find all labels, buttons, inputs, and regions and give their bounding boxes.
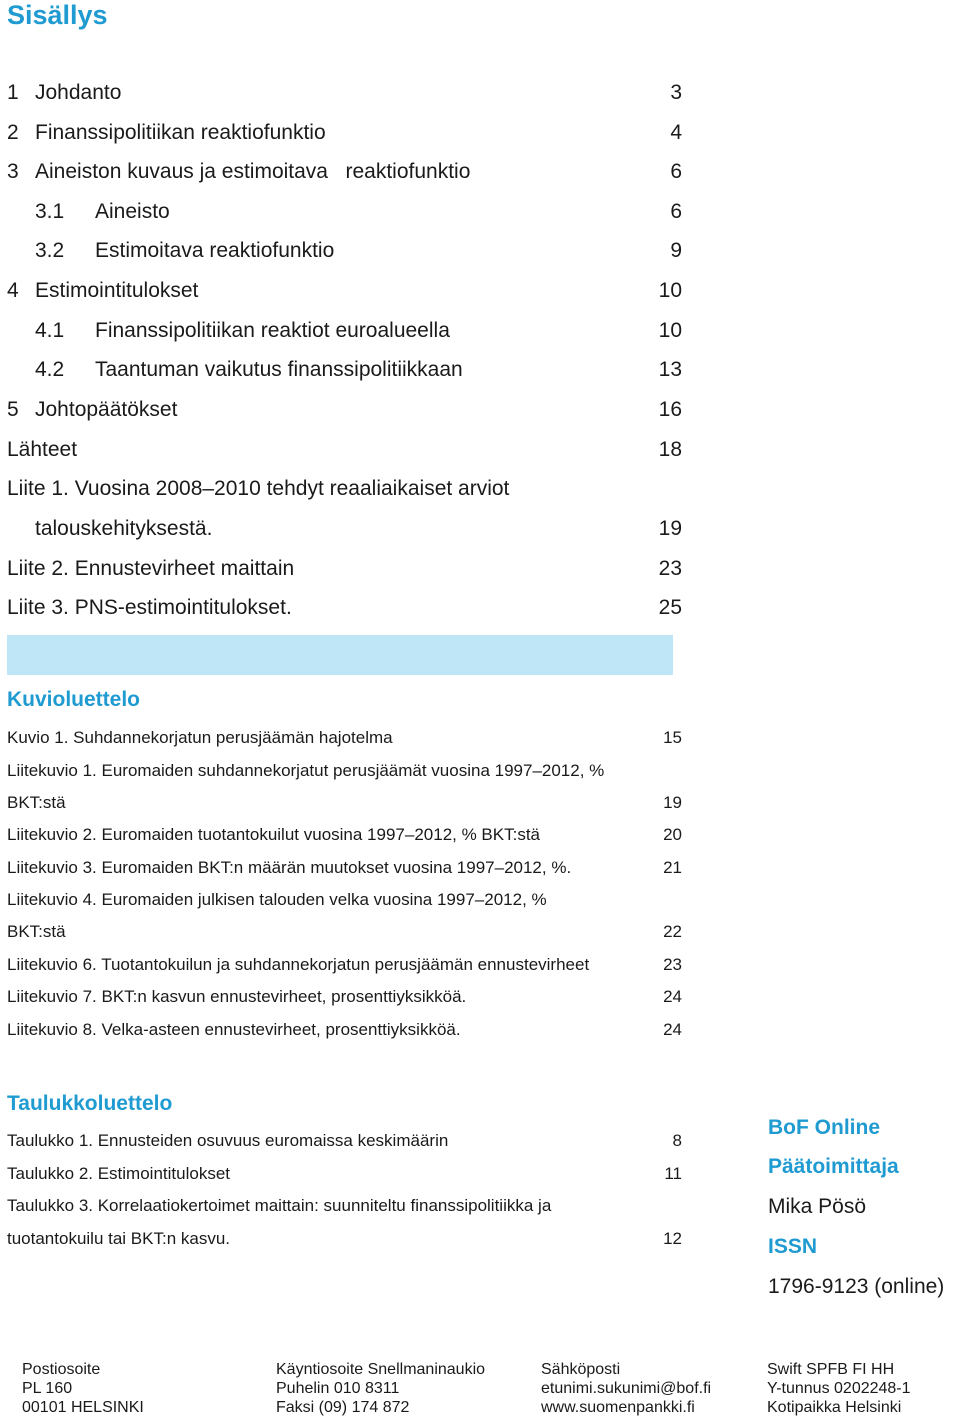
- figure-page: 15: [663, 728, 682, 747]
- toc-row[interactable]: [7, 355, 682, 385]
- toc-row[interactable]: [7, 593, 682, 623]
- toc-label: Liite 3. PNS-estimointitulokset.: [7, 596, 292, 619]
- figure-label: Liitekuvio 7. BKT:n kasvun ennustevirheet, prosenttiyksikköä.: [7, 987, 467, 1006]
- toc-label: Finanssipolitiikan reaktiofunktio: [35, 121, 326, 144]
- editor-name: Mika Pösö: [768, 1195, 867, 1218]
- toc-number: 5: [7, 398, 19, 421]
- figure-page: 24: [663, 987, 682, 1006]
- footer-company: [767, 1360, 911, 1417]
- footer-line: Sähköposti: [541, 1361, 621, 1378]
- toc-page: 4: [670, 121, 682, 144]
- figure-label: Liitekuvio 4. Euromaiden julkisen talouden velka vuosina 1997–2012, %: [7, 890, 547, 909]
- highlight-band: [7, 635, 673, 675]
- toc-label: Estimoitava reaktiofunktio: [95, 239, 335, 262]
- table-label: Taulukko 3. Korrelaatiokertoimet maittain: suunniteltu finanssipolitiikka ja: [7, 1196, 552, 1215]
- toc-label: Liite 2. Ennustevirheet maittain: [7, 557, 295, 580]
- footer-line: PL 160: [22, 1380, 73, 1397]
- toc-row[interactable]: [7, 316, 682, 346]
- footer-line: Swift SPFB FI HH: [767, 1361, 895, 1378]
- figure-label: Liitekuvio 3. Euromaiden BKT:n määrän muutokset vuosina 1997–2012, %.: [7, 858, 572, 877]
- toc-label: Estimointitulokset: [35, 279, 199, 302]
- footer-line: Kotipaikka Helsinki: [767, 1399, 902, 1416]
- footer-postal: [22, 1360, 144, 1417]
- toc-page: 3: [670, 81, 682, 104]
- table-page: 8: [672, 1131, 682, 1150]
- figure-page: 23: [663, 955, 682, 974]
- toc-label: Taantuman vaikutus finanssipolitiikkaan: [95, 358, 463, 381]
- toc-number: 4: [7, 279, 19, 302]
- list-item[interactable]: [7, 952, 682, 978]
- table-label: Taulukko 1. Ennusteiden osuvuus euromaissa keskimäärin: [7, 1131, 449, 1150]
- figure-label: Liitekuvio 2. Euromaiden tuotantokuilut vuosina 1997–2012, % BKT:stä: [7, 825, 541, 844]
- figure-label: Kuvio 1. Suhdannekorjatun perusjäämän hajotelma: [7, 728, 393, 747]
- toc-page: 9: [670, 239, 682, 262]
- toc-row[interactable]: [7, 514, 682, 544]
- list-item[interactable]: [7, 790, 682, 816]
- toc-row[interactable]: [7, 118, 682, 148]
- toc-page: 23: [658, 557, 682, 580]
- toc-row[interactable]: [7, 197, 682, 227]
- figure-page: 20: [663, 825, 682, 844]
- footer-email-link[interactable]: etunimi.sukunimi@bof.fi: [541, 1380, 712, 1397]
- figure-page: 21: [663, 858, 682, 877]
- toc-label: Johdanto: [35, 81, 122, 104]
- toc-row[interactable]: [7, 276, 682, 306]
- footer-visit: [276, 1360, 485, 1417]
- footer-line: Postiosoite: [22, 1361, 101, 1378]
- toc-number: 3.2: [35, 239, 65, 262]
- toc-row[interactable]: [7, 78, 682, 108]
- list-item[interactable]: [7, 725, 682, 751]
- toc-number: 1: [7, 81, 19, 104]
- list-item[interactable]: [7, 919, 682, 945]
- figure-label: BKT:stä: [7, 793, 66, 812]
- list-item[interactable]: [7, 1193, 682, 1219]
- figure-page: 24: [663, 1020, 682, 1039]
- issn-value: 1796-9123 (online): [768, 1275, 945, 1298]
- figure-label: Liitekuvio 1. Euromaiden suhdannekorjatut perusjäämät vuosina 1997–2012, %: [7, 761, 605, 780]
- toc-row[interactable]: [7, 157, 682, 187]
- table-label: tuotantokuilu tai BKT:n kasvu.: [7, 1229, 231, 1248]
- bof-online-heading: BoF Online: [768, 1116, 880, 1139]
- table-label: Taulukko 2. Estimointitulokset: [7, 1164, 230, 1183]
- figures-heading: Kuvioluettelo: [7, 688, 141, 711]
- toc-page: 10: [658, 319, 682, 342]
- footer-email: [541, 1360, 711, 1417]
- page-title: Sisällys: [7, 0, 108, 30]
- toc-row[interactable]: [7, 395, 682, 425]
- tables-heading: Taulukkoluettelo: [7, 1092, 173, 1115]
- toc-label: Lähteet: [7, 438, 78, 461]
- list-item[interactable]: [7, 887, 682, 913]
- list-item[interactable]: [7, 1128, 682, 1154]
- figure-page: 22: [663, 922, 682, 941]
- list-item[interactable]: [7, 1161, 682, 1187]
- toc-number: 3.1: [35, 200, 65, 223]
- footer-line: Y-tunnus 0202248-1: [767, 1380, 911, 1397]
- toc-label: Liite 1. Vuosina 2008–2010 tehdyt reaaliaikaiset arviot: [7, 477, 510, 500]
- toc-row[interactable]: [7, 236, 682, 266]
- list-item[interactable]: [7, 855, 682, 881]
- toc-label: Aineiston kuvaus ja estimoitava reaktiofunktio: [35, 160, 471, 183]
- table-page: 11: [664, 1164, 682, 1183]
- toc-number: 4.1: [35, 319, 65, 342]
- toc-page: 6: [670, 200, 682, 223]
- list-item[interactable]: [7, 758, 682, 784]
- table-page: 12: [663, 1229, 682, 1248]
- toc-page: 18: [658, 438, 682, 461]
- footer-line: Puhelin 010 8311: [276, 1380, 400, 1397]
- figure-label: Liitekuvio 8. Velka-asteen ennustevirheet, prosenttiyksikköä.: [7, 1020, 461, 1039]
- toc-label: Aineisto: [95, 200, 170, 223]
- toc-label: talouskehityksestä.: [35, 517, 213, 540]
- toc-number: 3: [7, 160, 19, 183]
- list-item[interactable]: [7, 1017, 682, 1043]
- toc-row[interactable]: [7, 474, 682, 504]
- toc-page: 25: [658, 596, 682, 619]
- toc-row[interactable]: [7, 554, 682, 584]
- toc-page: 10: [658, 279, 682, 302]
- toc-page: 16: [658, 398, 682, 421]
- toc-number: 4.2: [35, 358, 65, 381]
- toc-label: Johtopäätökset: [35, 398, 178, 421]
- toc-number: 2: [7, 121, 19, 144]
- toc-page: 13: [658, 358, 682, 381]
- list-item[interactable]: [7, 1226, 682, 1252]
- toc-page: 6: [670, 160, 682, 183]
- toc-label: Finanssipolitiikan reaktiot euroalueella: [95, 319, 450, 342]
- figure-label: BKT:stä: [7, 922, 66, 941]
- list-item[interactable]: [7, 822, 682, 848]
- editor-heading: Päätoimittaja: [768, 1155, 899, 1178]
- toc-page: 19: [658, 517, 682, 540]
- footer-line: Faksi (09) 174 872: [276, 1399, 410, 1416]
- footer-line: 00101 HELSINKI: [22, 1399, 144, 1416]
- list-item[interactable]: [7, 984, 682, 1010]
- issn-heading: ISSN: [768, 1235, 818, 1258]
- footer-line: Käyntiosoite Snellmaninaukio: [276, 1361, 486, 1378]
- toc-row[interactable]: [7, 435, 682, 465]
- figure-label: Liitekuvio 6. Tuotantokuilun ja suhdannekorjatun perusjäämän ennustevirheet: [7, 955, 590, 974]
- figure-page: 19: [663, 793, 682, 812]
- footer-web-link[interactable]: www.suomenpankki.fi: [541, 1399, 695, 1416]
